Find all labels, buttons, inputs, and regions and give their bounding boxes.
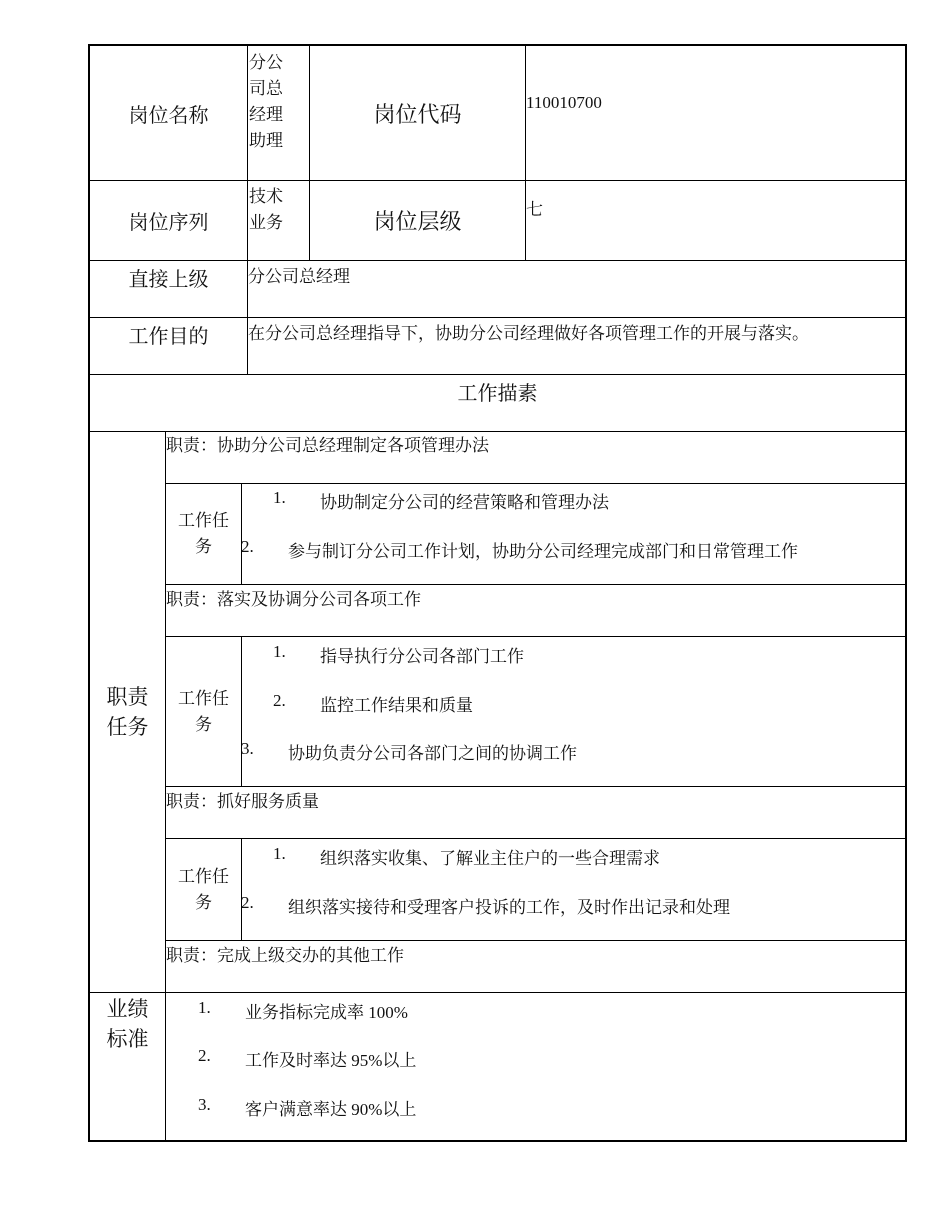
row-divider (165, 838, 905, 839)
task-item-text: 组织落实接待和受理客户投诉的工作，及时作出记录和处理 (288, 898, 730, 917)
task-item-text: 组织落实收集、了解业主住户的一些合理需求 (320, 849, 660, 868)
performance-item-number: 2. (198, 1046, 211, 1065)
task-item-text: 监控工作结果和质量 (320, 696, 473, 715)
position-code-value: 110010700 (526, 93, 602, 112)
task-item-text: 指导执行分公司各部门工作 (320, 647, 524, 666)
position-series-label: 岗位序列 (128, 210, 209, 234)
task-label: 工作任务 (178, 511, 229, 557)
duties-label: 职责任务 (106, 685, 149, 739)
col-divider (525, 46, 526, 260)
row-divider (165, 636, 905, 637)
work-purpose-label: 工作目的 (128, 324, 209, 348)
row-divider (165, 584, 905, 585)
row-divider (165, 483, 905, 484)
task-label: 工作任务 (178, 688, 229, 735)
row-divider (165, 786, 905, 787)
task-item-number: 1. (273, 642, 286, 661)
performance-label: 业绩标准 (106, 997, 149, 1051)
direct-superior-label: 直接上级 (128, 267, 209, 291)
task-item-number: 2. (241, 537, 254, 556)
task-item-number: 1. (273, 488, 286, 507)
task-item-text: 参与制订分公司工作计划，协助分公司经理完成部门和日常管理工作 (288, 542, 798, 561)
row-divider (90, 992, 905, 993)
duty-title: 职责：落实及协调分公司各项工作 (166, 590, 421, 609)
position-code-label: 岗位代码 (373, 102, 462, 128)
position-series-value: 技术业务 (249, 187, 283, 232)
col-divider (241, 483, 242, 584)
task-label: 工作任务 (178, 866, 229, 913)
row-divider (165, 940, 905, 941)
position-level-value: 七 (526, 200, 543, 219)
task-item-text: 协助制定分公司的经营策略和管理办法 (320, 493, 609, 512)
position-name-value: 分公司总经理助理 (249, 53, 283, 150)
task-item-number: 2. (241, 893, 254, 912)
job-description-table (88, 44, 907, 1142)
col-divider (241, 838, 242, 940)
task-item-text: 协助负责分公司各部门之间的协调工作 (288, 744, 577, 763)
work-description-title: 工作描素 (457, 381, 538, 405)
work-purpose-value: 在分公司总经理指导下，协助分公司经理做好各项管理工作的开展与落实。 (248, 324, 809, 343)
duty-title: 职责：协助分公司总经理制定各项管理办法 (166, 436, 489, 455)
col-divider (241, 636, 242, 786)
performance-item-text: 客户满意率达 90%以上 (245, 1100, 417, 1119)
row-divider (90, 431, 905, 432)
task-item-number: 3. (241, 739, 254, 758)
performance-item-text: 工作及时率达 95%以上 (245, 1051, 417, 1070)
position-level-label: 岗位层级 (373, 210, 462, 235)
performance-item-number: 1. (198, 998, 211, 1017)
position-name-label: 岗位名称 (128, 102, 209, 127)
task-item-number: 2. (273, 691, 286, 710)
direct-superior-value: 分公司总经理 (248, 267, 350, 286)
task-item-number: 1. (273, 844, 286, 863)
duty-title: 职责：抓好服务质量 (166, 792, 319, 811)
performance-item-number: 3. (198, 1095, 211, 1114)
performance-item-text: 业务指标完成率 100% (245, 1003, 408, 1022)
duty-title: 职责：完成上级交办的其他工作 (166, 946, 404, 965)
